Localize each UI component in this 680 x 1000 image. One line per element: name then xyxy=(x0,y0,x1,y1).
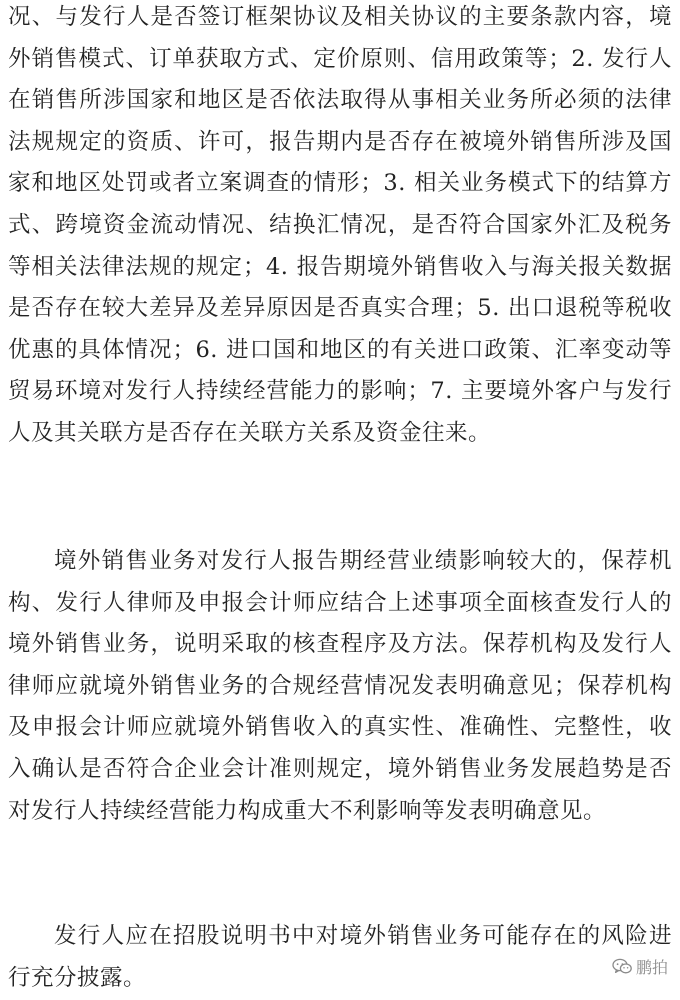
watermark xyxy=(612,955,668,978)
watermark-label: 鹏拍 xyxy=(635,958,668,977)
paragraph-2: 境外销售业务对发行人报告期经营业绩影响较大的，保荐机构、发行人律师及申报会计师应结合上述事项全面核查发行人的境外销售业务，说明采取的核查程序及方法。保荐机构及发行人律师应就境外销售业务的合规经营情况发表明确意见；保荐机构及申报会计师应就境外销售收入的真实性、准确性、完整性，收入确认是否符合企业会计准则规定，境外销售业务发展趋势是否对发行人持续经营能力构成重大不利影响等发表明确意见。 xyxy=(8,548,672,824)
paragraph-1: 况、与发行人是否签订框架协议及相关协议的主要条款内容，境外销售模式、订单获取方式、定价原则、信用政策等；2. 发行人在销售所涉国家和地区是否依法取得从事相关业务所必须的法律法规规定的资质、许可，报告期内是否存在被境外销售所涉及国家和地区处罚或者立案调查的情形；3. 相关业务模式下的结算方式、跨境资金流动情况、结换汇情况，是否符合国家外汇及税务等相关法律法规的规定；4. 报告期境外销售收入与海关报关数据是否存在较大差异及差异原因是否真实合理；5. 出口退税等税收优惠的具体情况；6. 进口国和地区的有关进口政策、汇率变动等贸易环境对发行人持续经营能力的影响；7. 主要境外客户与发行人及其关联方是否存在关联方关系及资金往来。 xyxy=(8,4,672,446)
paragraph-3: 发行人应在招股说明书中对境外销售业务可能存在的风险进行充分披露。 xyxy=(8,923,672,991)
wechat-icon xyxy=(612,958,632,975)
